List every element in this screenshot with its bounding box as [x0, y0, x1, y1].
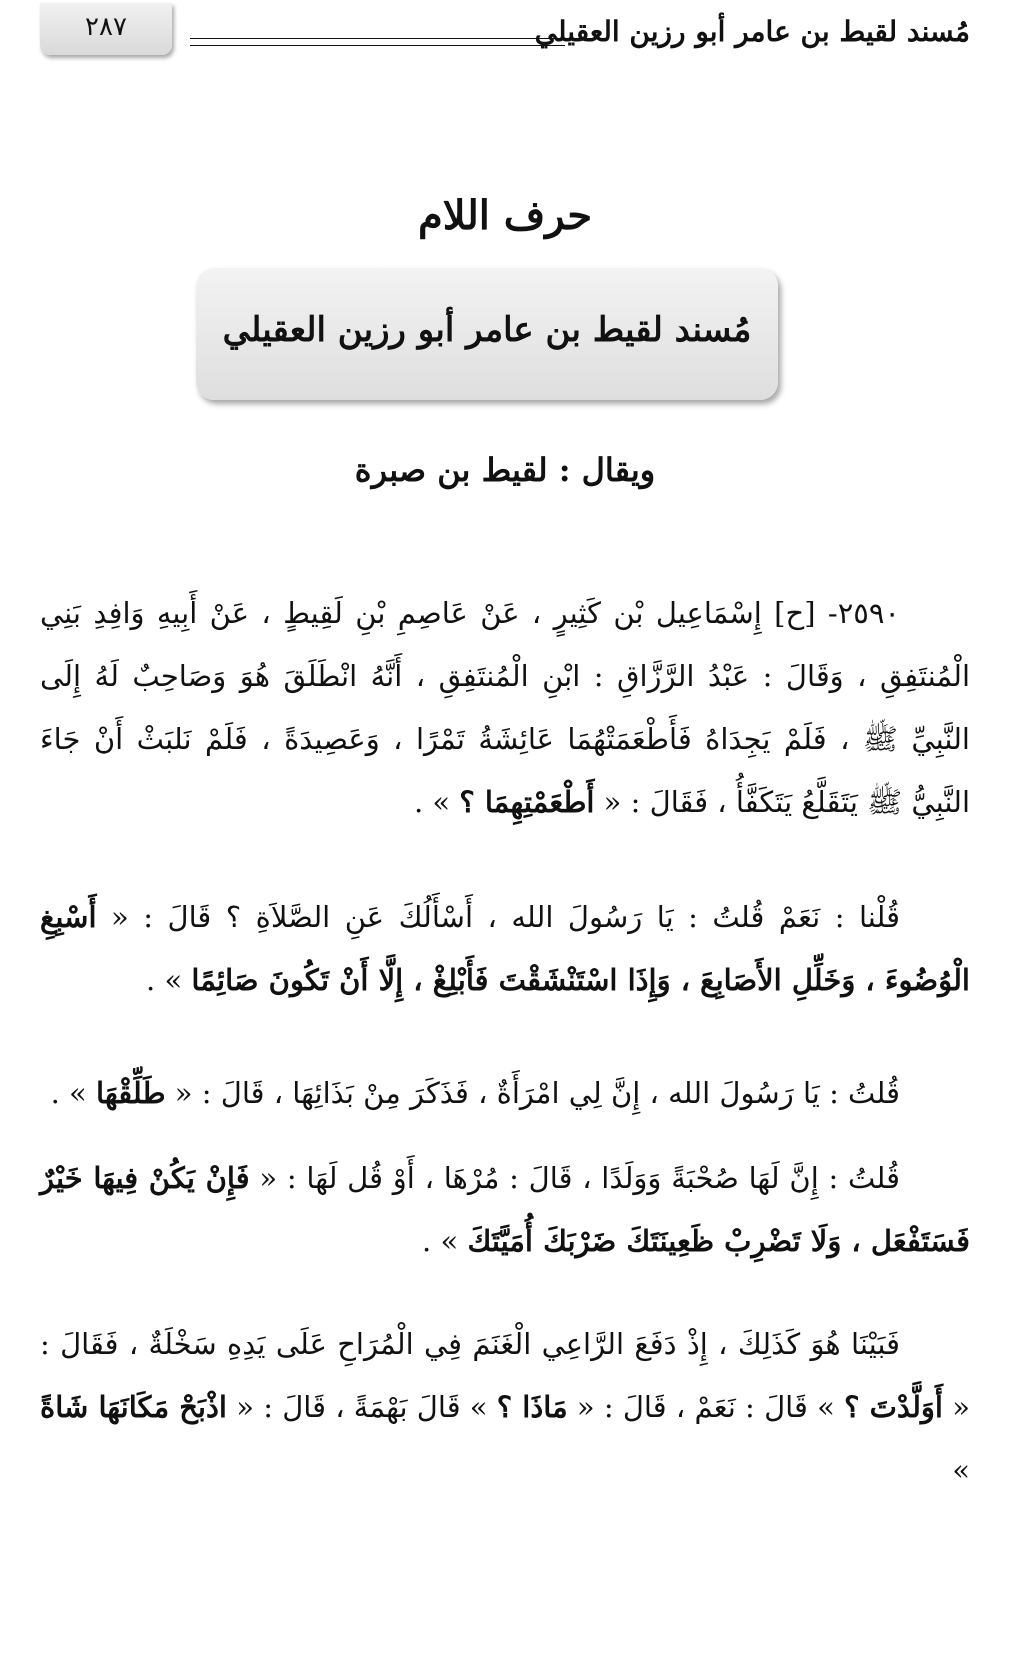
prophet-saying: أَوَلَّدْتَ ؟	[844, 1390, 943, 1424]
page-number: ٢٨٧	[85, 12, 127, 42]
prophet-saying: اذْبَحْ مَكَانَهَا شَاةً	[40, 1390, 227, 1424]
paragraph-text: »	[952, 1453, 970, 1487]
running-header-title: مُسند لقيط بن عامر أبو رزين العقيلي	[534, 15, 970, 48]
prophet-saying: طَلِّقْهَا	[96, 1076, 166, 1110]
prophet-saying: فَإِنْ يَكُنْ فِيهَا خَيْرٌ فَسَتَفْعَل ، وَلَا تَضْرِبْ ظَعِينَتَكَ ضَرْبَكَ أُمَيَّتَكَ	[40, 1161, 970, 1258]
hadith-paragraph	[40, 1062, 970, 1125]
paragraph-text: قُلتُ : إِنَّ لَهَا صُحْبَةً وَوَلَدًا ، قَالَ : مُرْهَا ، أَوْ قُل لَهَا : «	[249, 1161, 900, 1195]
hadith-paragraph	[40, 1313, 970, 1502]
hadith-paragraph	[40, 1147, 970, 1273]
paragraph-text: فَبَيْنَا هُوَ كَذَلِكَ ، إِذْ دَفَعَ الرَّاعِي الْغَنَمَ فِي الْمُرَاحِ عَلَى يَدِهِ سَخْلَةٌ ، فَقَالَ : «	[40, 1327, 970, 1424]
prophet-saying: أَسْبِغِ الْوُضُوءَ ، وَخَلِّلِ الأَصَابِعَ ، وَإِذَا اسْتَنْشَقْتَ فَأَبْلِغْ ، إِلَّا أَنْ تَكُونَ صَائِمًا	[40, 900, 970, 997]
section-title: مُسند لقيط بن عامر أبو رزين العقيلي	[222, 310, 752, 350]
section-subtitle: ويقال : لقيط بن صبرة	[354, 451, 656, 489]
paragraph-text: » .	[50, 1076, 97, 1110]
section-title-box	[196, 268, 778, 400]
chapter-title: حرف اللام	[417, 192, 593, 239]
paragraph-text: قُلتُ : يَا رَسُولَ الله ، إِنَّ لِي امْرَأَةٌ ، فَذَكَرَ مِنْ بَذَائِهَا ، قَالَ : «	[165, 1076, 900, 1110]
header-rule	[190, 45, 565, 46]
header-rule	[190, 38, 565, 39]
page-number-tab	[40, 3, 172, 55]
paragraph-text: ٢٥٩٠- [ح] إِسْمَاعِيل بْن كَثِيرٍ ، عَنْ عَاصِمِ بْنِ لَقِيطٍ ، عَنْ أَبِيهِ وَافِدِ بَنِي الْمُنتَفِقِ ، وَقَالَ : عَبْدُ الرَّزَّاقِ : ابْنِ الْمُنتَفِقِ ، أَنَّهُ انْطَلَقَ هُوَ وَصَاحِبٌ لَهُ إِلَى النَّبِيِّ ﷺ ، فَلَمْ يَجِدَاهُ فَأَطْعَمَتْهُمَا عَائِشَةُ تَمْرًا ، وَعَصِيدَةً ، فَلَمْ نَلبَثْ أَنْ جَاءَ النَّبِيُّ ﷺ يَتَقَلَّعُ يَتَكَفَّأُ ، فَقَالَ : «	[40, 596, 970, 819]
prophet-saying: أَطْعَمْتِهِمَا ؟	[459, 785, 595, 819]
prophet-saying: مَاذَا ؟	[496, 1390, 568, 1424]
running-header	[0, 0, 1010, 70]
paragraph-text: » قَالَ بَهْمَةً ، قَالَ : «	[226, 1390, 497, 1424]
paragraph-text: قُلْنا : نَعَمْ قُلتُ : يَا رَسُولَ الله ، أَسْأَلُكَ عَنِ الصَّلاَةِ ؟ قَالَ : «	[96, 900, 900, 934]
paragraph-text: » .	[413, 785, 460, 819]
hadith-paragraph	[40, 582, 970, 834]
hadith-paragraph	[40, 886, 970, 1012]
paragraph-text: » .	[146, 963, 192, 997]
paragraph-text: » .	[422, 1224, 468, 1258]
paragraph-text: » قَالَ : نَعَمْ ، قَالَ : «	[567, 1390, 845, 1424]
